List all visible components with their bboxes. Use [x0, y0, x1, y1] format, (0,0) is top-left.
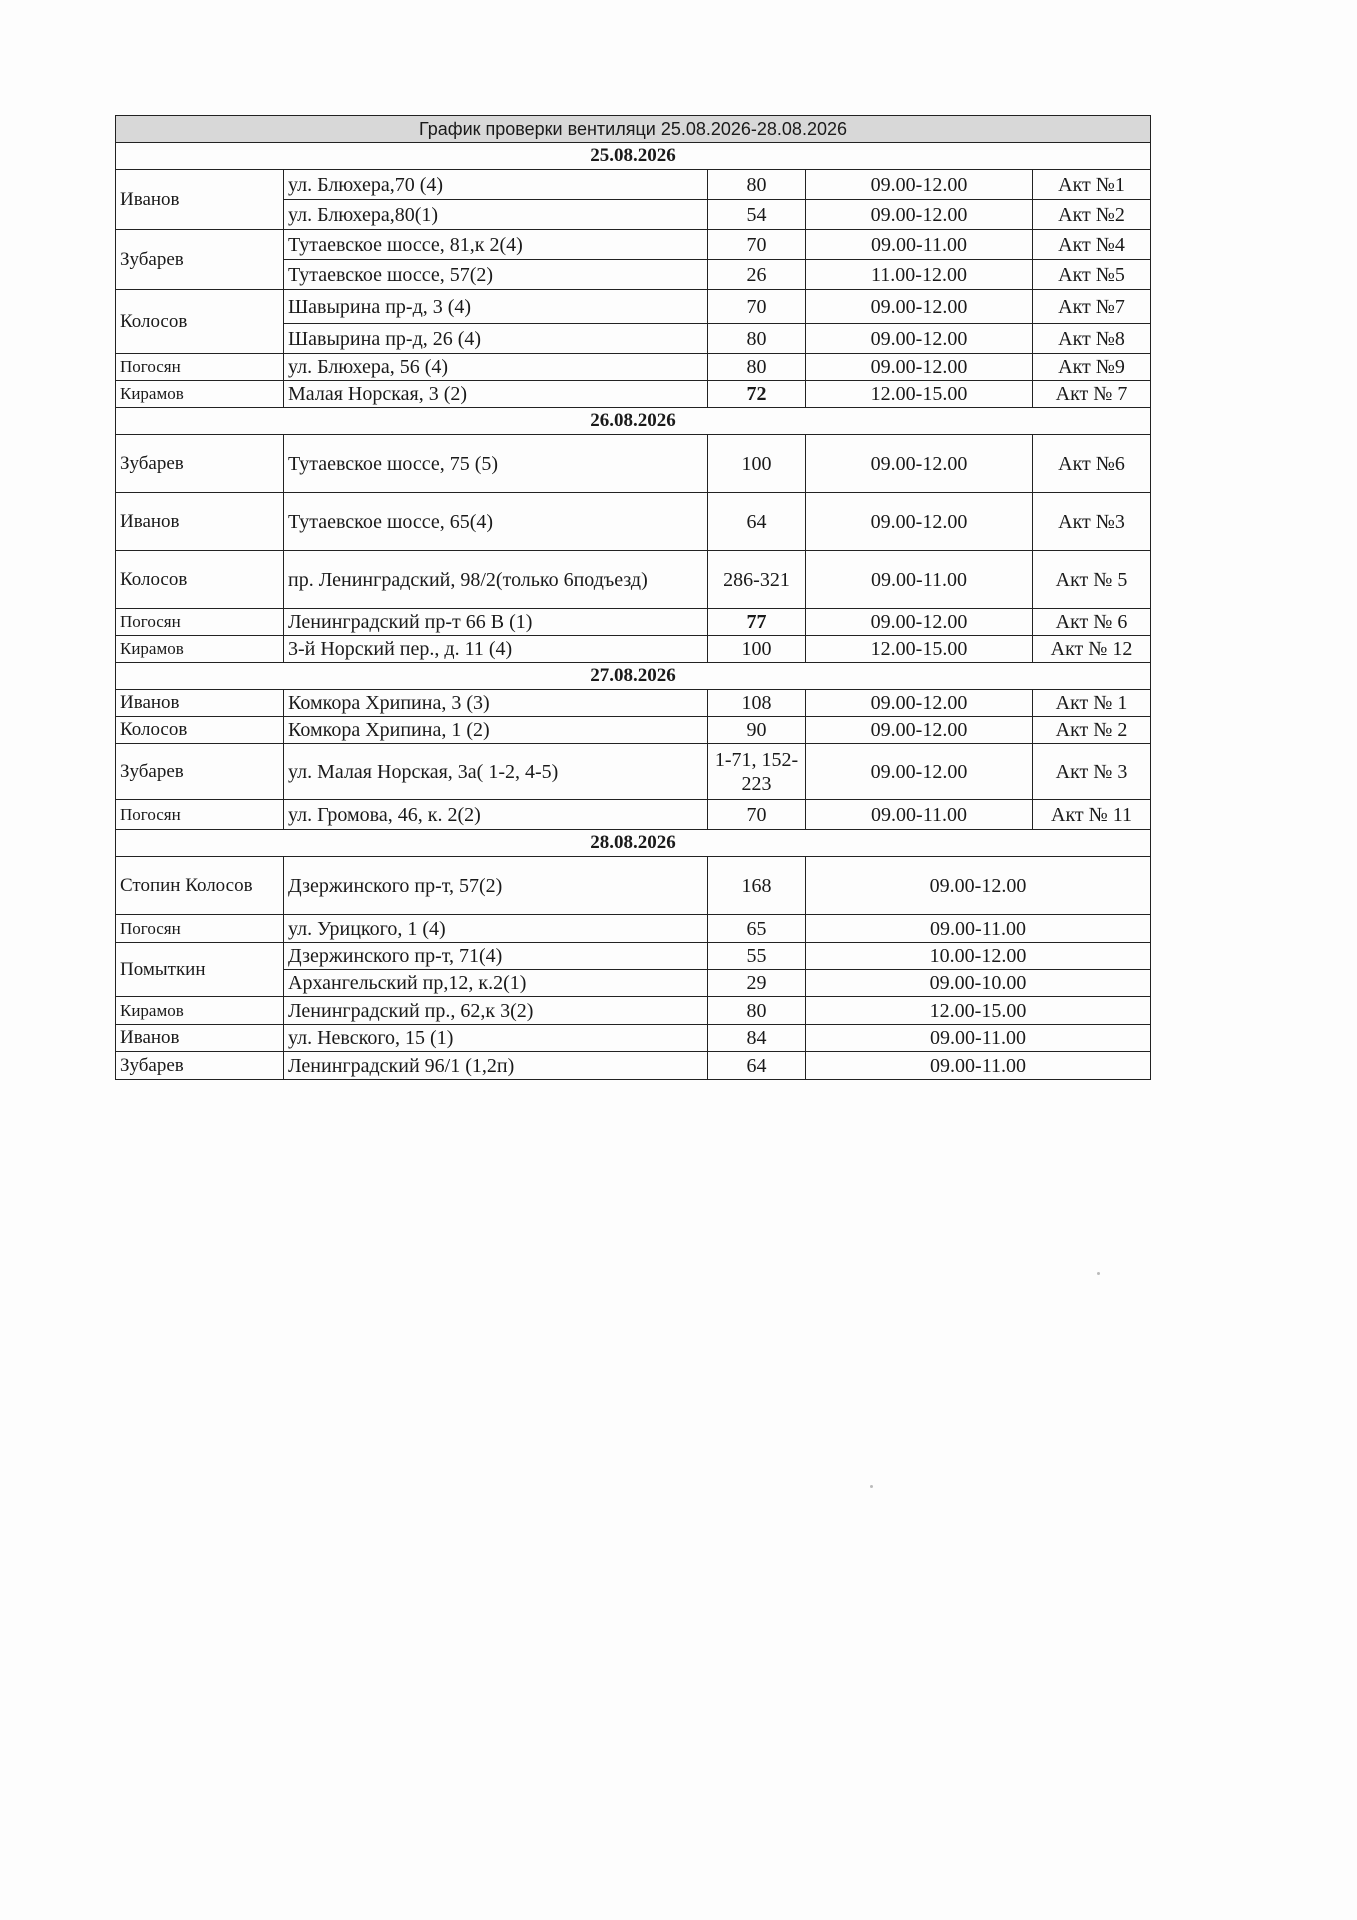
apartment-count-cell: 29: [708, 970, 806, 997]
act-cell: Акт № 2: [1033, 717, 1151, 744]
act-cell: Акт №5: [1033, 260, 1151, 290]
apartment-count-cell: 108: [708, 690, 806, 717]
title-row: [116, 116, 1151, 143]
apartment-count-cell: 100: [708, 636, 806, 663]
time-cell: 11.00-12.00: [806, 260, 1033, 290]
time-cell: 09.00-11.00: [806, 551, 1033, 609]
time-cell: 09.00-12.00: [806, 200, 1033, 230]
table-row: [116, 1052, 1151, 1080]
inspector-name: Погосян: [116, 800, 284, 830]
inspector-name: Погосян: [116, 609, 284, 636]
table-row: [116, 435, 1151, 493]
time-cell: 09.00-12.00: [806, 324, 1033, 354]
act-cell: Акт № 5: [1033, 551, 1151, 609]
time-cell: 12.00-15.00: [806, 997, 1151, 1025]
table-row: [116, 636, 1151, 663]
apartment-count-cell: 64: [708, 493, 806, 551]
address-cell: Ленинградский 96/1 (1,2п): [284, 1052, 708, 1080]
act-cell: Акт №8: [1033, 324, 1151, 354]
inspector-name: Иванов: [116, 493, 284, 551]
address-cell: Дзержинского пр-т, 57(2): [284, 857, 708, 915]
apartment-count-cell: 286-321: [708, 551, 806, 609]
act-cell: Акт №6: [1033, 435, 1151, 493]
table-row: [116, 690, 1151, 717]
inspector-name: Иванов: [116, 1025, 284, 1052]
table-row: [116, 943, 1151, 970]
time-cell: 09.00-11.00: [806, 915, 1151, 943]
act-cell: Акт № 6: [1033, 609, 1151, 636]
time-cell: 09.00-12.00: [806, 857, 1151, 915]
inspector-name: Зубарев: [116, 1052, 284, 1080]
time-cell: 09.00-10.00: [806, 970, 1151, 997]
table-row: [116, 290, 1151, 324]
act-cell: Акт № 7: [1033, 381, 1151, 408]
time-cell: 09.00-12.00: [806, 170, 1033, 200]
table-row: [116, 551, 1151, 609]
apartment-count-cell: 90: [708, 717, 806, 744]
address-cell: ул. Громова, 46, к. 2(2): [284, 800, 708, 830]
address-cell: ул. Малая Норская, 3а( 1-2, 4-5): [284, 744, 708, 800]
date-heading: 27.08.2026: [116, 663, 1151, 690]
table-row: [116, 857, 1151, 915]
act-cell: Акт № 11: [1033, 800, 1151, 830]
address-cell: 3-й Норский пер., д. 11 (4): [284, 636, 708, 663]
document-title: График проверки вентиляци 25.08.2026-28.08.2026: [116, 116, 1151, 143]
address-cell: Тутаевское шоссе, 81,к 2(4): [284, 230, 708, 260]
time-cell: 09.00-12.00: [806, 493, 1033, 551]
address-cell: ул. Невского, 15 (1): [284, 1025, 708, 1052]
inspector-name: Кирамов: [116, 381, 284, 408]
inspector-name: Колосов: [116, 717, 284, 744]
inspector-name: Колосов: [116, 551, 284, 609]
time-cell: 09.00-11.00: [806, 1025, 1151, 1052]
act-cell: Акт № 1: [1033, 690, 1151, 717]
inspector-name: Колосов: [116, 290, 284, 354]
address-cell: Шавырина пр-д, 3 (4): [284, 290, 708, 324]
inspector-name: Зубарев: [116, 435, 284, 493]
act-cell: Акт №1: [1033, 170, 1151, 200]
act-cell: Акт №2: [1033, 200, 1151, 230]
apartment-count-cell: 70: [708, 800, 806, 830]
address-cell: Малая Норская, 3 (2): [284, 381, 708, 408]
time-cell: 09.00-12.00: [806, 354, 1033, 381]
table-row: [116, 381, 1151, 408]
address-cell: ул. Блюхера,80(1): [284, 200, 708, 230]
time-cell: 12.00-15.00: [806, 381, 1033, 408]
act-cell: Акт №3: [1033, 493, 1151, 551]
address-cell: ул. Блюхера, 56 (4): [284, 354, 708, 381]
time-cell: 09.00-12.00: [806, 690, 1033, 717]
date-heading: 26.08.2026: [116, 408, 1151, 435]
address-cell: ул. Блюхера,70 (4): [284, 170, 708, 200]
apartment-count-cell: 70: [708, 290, 806, 324]
scan-speck: [870, 1485, 873, 1488]
act-cell: Акт № 3: [1033, 744, 1151, 800]
apartment-count-cell: 54: [708, 200, 806, 230]
apartment-count-cell: 26: [708, 260, 806, 290]
apartment-count-cell: 168: [708, 857, 806, 915]
act-cell: Акт №4: [1033, 230, 1151, 260]
address-cell: Комкора Хрипина, 3 (3): [284, 690, 708, 717]
table-row: [116, 354, 1151, 381]
table-row: [116, 915, 1151, 943]
address-cell: Ленинградский пр-т 66 В (1): [284, 609, 708, 636]
table-row: [116, 493, 1151, 551]
table-row: [116, 997, 1151, 1025]
address-cell: Дзержинского пр-т, 71(4): [284, 943, 708, 970]
act-cell: Акт №9: [1033, 354, 1151, 381]
table-row: [116, 1025, 1151, 1052]
time-cell: 09.00-11.00: [806, 1052, 1151, 1080]
time-cell: 09.00-11.00: [806, 800, 1033, 830]
time-cell: 10.00-12.00: [806, 943, 1151, 970]
time-cell: 09.00-12.00: [806, 717, 1033, 744]
address-cell: ул. Урицкого, 1 (4): [284, 915, 708, 943]
table-row: [116, 230, 1151, 260]
table-row: [116, 170, 1151, 200]
address-cell: Тутаевское шоссе, 75 (5): [284, 435, 708, 493]
schedule-table: [115, 115, 1151, 1080]
inspector-name: Погосян: [116, 915, 284, 943]
address-cell: Шавырина пр-д, 26 (4): [284, 324, 708, 354]
time-cell: 09.00-12.00: [806, 609, 1033, 636]
time-cell: 09.00-12.00: [806, 744, 1033, 800]
time-cell: 09.00-12.00: [806, 290, 1033, 324]
address-cell: Тутаевское шоссе, 57(2): [284, 260, 708, 290]
date-row: [116, 663, 1151, 690]
apartment-count-cell: 55: [708, 943, 806, 970]
address-cell: пр. Ленинградский, 98/2(только 6подъезд): [284, 551, 708, 609]
apartment-count-cell: 80: [708, 324, 806, 354]
scan-speck: [1097, 1272, 1100, 1275]
date-row: [116, 408, 1151, 435]
inspector-name: Помыткин: [116, 943, 284, 997]
inspector-name: Иванов: [116, 690, 284, 717]
date-heading: 25.08.2026: [116, 143, 1151, 170]
date-row: [116, 143, 1151, 170]
apartment-count-cell: 72: [708, 381, 806, 408]
inspector-name: Иванов: [116, 170, 284, 230]
act-cell: Акт №7: [1033, 290, 1151, 324]
table-row: [116, 717, 1151, 744]
address-cell: Тутаевское шоссе, 65(4): [284, 493, 708, 551]
apartment-count-cell: 80: [708, 997, 806, 1025]
table-row: [116, 744, 1151, 800]
address-cell: Комкора Хрипина, 1 (2): [284, 717, 708, 744]
inspector-name: Погосян: [116, 354, 284, 381]
time-cell: 09.00-12.00: [806, 435, 1033, 493]
act-cell: Акт № 12: [1033, 636, 1151, 663]
apartment-count-cell: 84: [708, 1025, 806, 1052]
apartment-count-cell: 100: [708, 435, 806, 493]
inspector-name: Зубарев: [116, 744, 284, 800]
time-cell: 12.00-15.00: [806, 636, 1033, 663]
inspector-name: Стопин Колосов: [116, 857, 284, 915]
apartment-count-cell: 77: [708, 609, 806, 636]
apartment-count-cell: 1-71, 152-223: [708, 744, 806, 800]
date-heading: 28.08.2026: [116, 830, 1151, 857]
inspector-name: Кирамов: [116, 997, 284, 1025]
table-row: [116, 609, 1151, 636]
apartment-count-cell: 65: [708, 915, 806, 943]
address-cell: Ленинградский пр., 62,к 3(2): [284, 997, 708, 1025]
address-cell: Архангельский пр,12, к.2(1): [284, 970, 708, 997]
apartment-count-cell: 80: [708, 354, 806, 381]
inspector-name: Зубарев: [116, 230, 284, 290]
apartment-count-cell: 70: [708, 230, 806, 260]
apartment-count-cell: 64: [708, 1052, 806, 1080]
date-row: [116, 830, 1151, 857]
inspector-name: Кирамов: [116, 636, 284, 663]
time-cell: 09.00-11.00: [806, 230, 1033, 260]
apartment-count-cell: 80: [708, 170, 806, 200]
table-row: [116, 800, 1151, 830]
